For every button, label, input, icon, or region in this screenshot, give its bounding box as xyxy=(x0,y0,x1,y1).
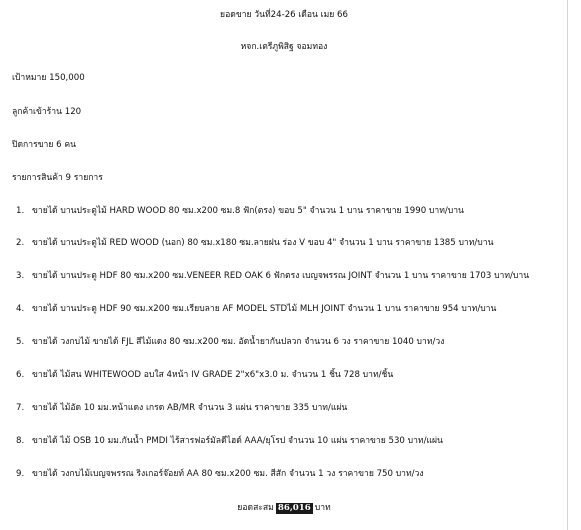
customer-count: ลูกค้าเข้าร้าน 120 xyxy=(12,107,82,117)
list-item-number: 4. xyxy=(16,304,25,314)
list-item-number: 1. xyxy=(16,206,25,216)
list-item-text: ขายได้ บานประตู HDF 80 ซม.x200 ซม.VENEER RED OAK 6 ฟักตรง เบญจพรรณ JOINT จำนวน 1 บาน ราคาขาย 1703 บาท/บาน xyxy=(32,271,530,281)
list-item xyxy=(16,403,347,414)
list-item xyxy=(16,370,393,381)
list-item-number: 5. xyxy=(16,337,25,347)
list-item xyxy=(16,206,464,217)
report-title: ยอดขาย วันที่24-26 เดือน เมย 66 xyxy=(220,10,348,20)
sales-target: เป้าหมาย 150,000 xyxy=(12,73,85,83)
list-item-text: ขายได้ บานประตูไม้ HARD WOOD 80 ซม.x200 ซม.8 ฟัก(ตรง) ขอบ 5" จำนวน 1 บาน ราคาขาย 1990 บาท/บาน xyxy=(32,206,464,216)
list-item-number: 9. xyxy=(16,469,25,479)
total-unit: บาท xyxy=(314,503,331,513)
total-line xyxy=(0,503,568,514)
list-item-number: 2. xyxy=(16,238,25,248)
closed-sales: ปิดการขาย 6 คน xyxy=(12,140,76,150)
list-item-number: 3. xyxy=(16,271,25,281)
list-item xyxy=(16,469,424,480)
company-name: หจก.เตรีภูพิสิฐ จอมทอง xyxy=(240,42,328,52)
list-item-text: ขายได้ วงกบไม้เบญจพรรณ ริงเกอร์จ๊อยท์ AA 80 ซม.x200 ซม. สีสัก จำนวน 1 วง ราคาขาย 750 บาท/วง xyxy=(32,469,424,479)
list-item-text: ขายได้ ไม้ OSB 10 มม.กันน้ำ PMDI ไร้สารฟอร์มัลดีไฮด์ AAA/ยุโรป จำนวน 10 แผ่น ราคาขาย 530 บาท/แผ่น xyxy=(32,436,443,446)
total-value: 86,016 xyxy=(277,503,311,513)
list-item-text: ขายได้ บานประตู HDF 90 ซม.x200 ซม.เรียบลาย AF MODEL STDไม้ MLH JOINT จำนวน 1 บาน ราคาขาย 954 บาท/บาน xyxy=(32,304,497,314)
list-item xyxy=(16,238,493,249)
list-item-text: ขายได้ ไม้สน WHITEWOOD อบใส 4หน้า IV GRADE 2"x6"x3.0 ม. จำนวน 1 ชิ้น 728 บาท/ชิ้น xyxy=(32,370,394,380)
list-item-text: ขายได้ ไม้อัด 10 มม.หน้าแดง เกรด AB/MR จำนวน 3 แผ่น ราคาขาย 335 บาท/แผ่น xyxy=(32,403,348,413)
list-item xyxy=(16,337,444,348)
list-item xyxy=(16,436,443,447)
list-item-number: 7. xyxy=(16,403,25,413)
page-edge-divider xyxy=(567,0,568,530)
list-item-number: 8. xyxy=(16,436,25,446)
item-count: รายการสินค้า 9 รายการ xyxy=(12,173,103,183)
list-item xyxy=(16,304,496,315)
list-item-text: ขายได้ บานประตูไม้ RED WOOD (นอก) 80 ซม.x180 ซม.ลายฝน ร่อง V ขอบ 4" จำนวน 1 บาน ราคาขาย 1385 บาท/บาน xyxy=(32,238,494,248)
list-item-text: ขายได้ วงกบไม้ ขายได้ FJL สีไม้แดง 80 ซม.x200 ซม. อัดน้ำยากันปลวก จำนวน 6 วง ราคาขาย 1040 บาท/วง xyxy=(32,337,445,347)
list-item xyxy=(16,271,529,282)
list-item-number: 6. xyxy=(16,370,25,380)
total-label: ยอดสะสม xyxy=(237,503,274,513)
